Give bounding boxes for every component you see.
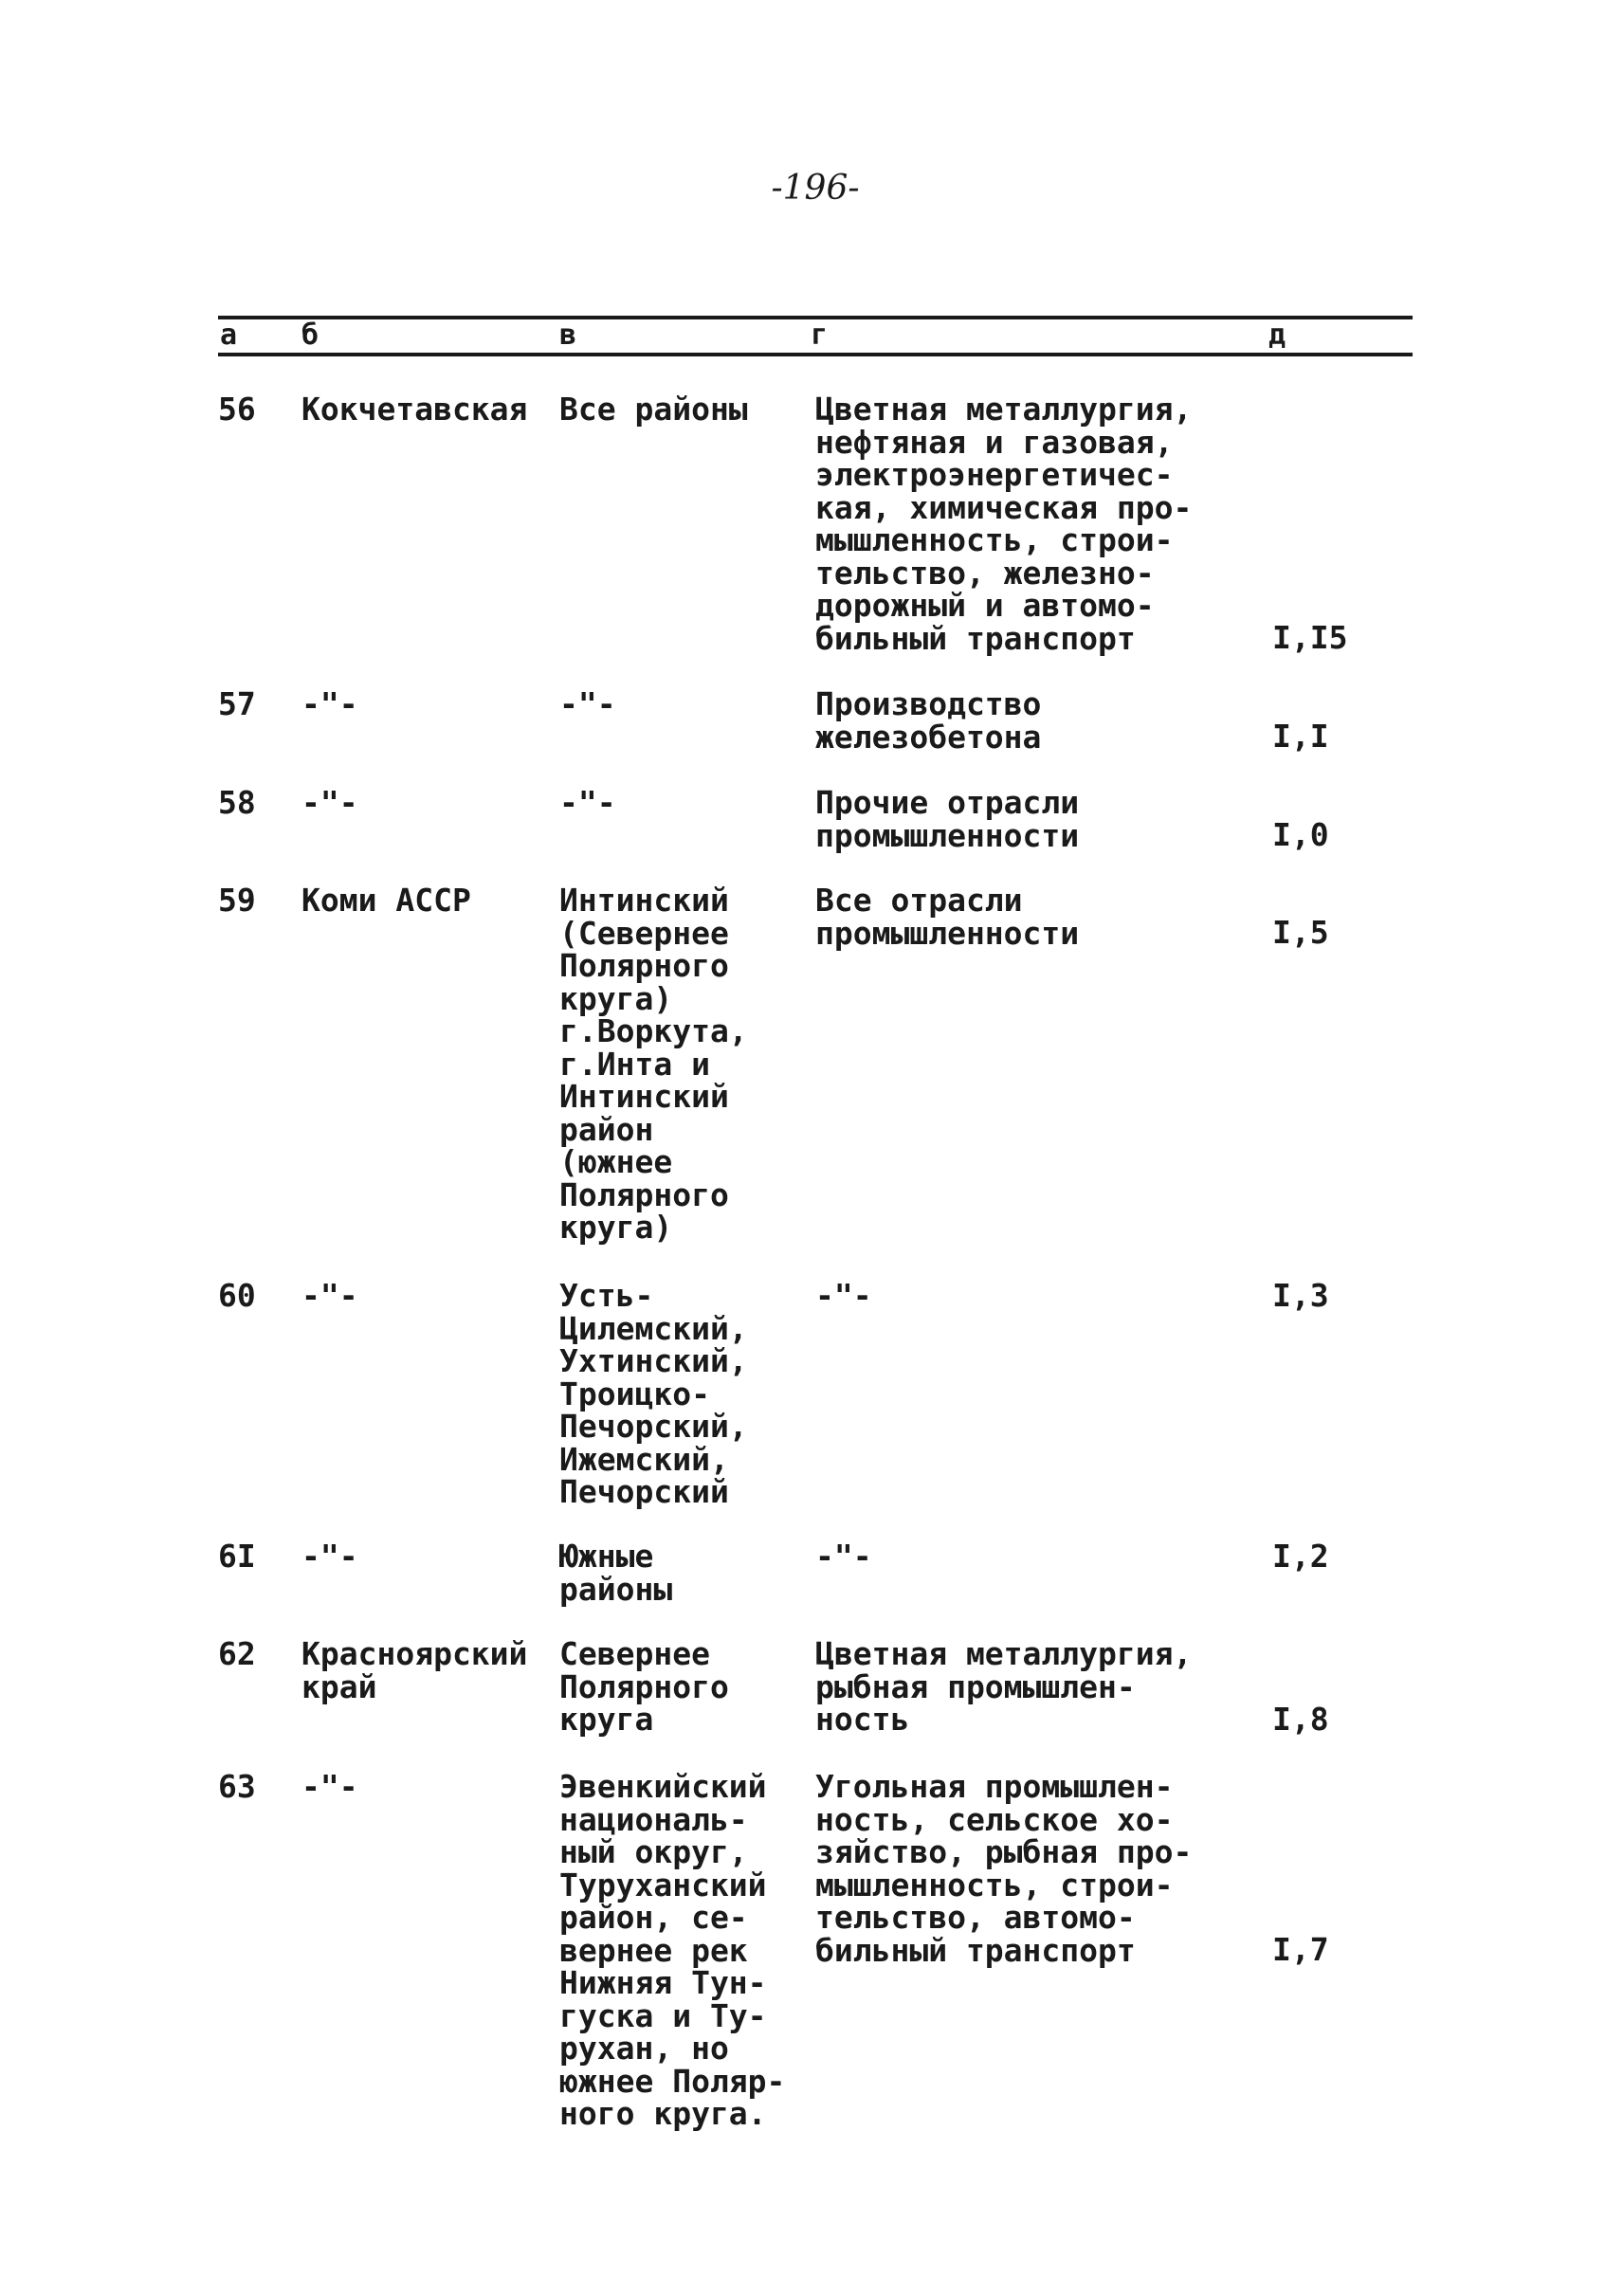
- row-region: -"-: [301, 1768, 358, 1805]
- row-coefficient: I,I: [1272, 718, 1329, 755]
- row-industry: -"-: [815, 1277, 872, 1314]
- row-region: Кокчетавская: [301, 391, 528, 428]
- row-district: Все районы: [559, 391, 748, 428]
- row-district: Усть- Цилемский, Ухтинский, Троицко- Печорский, Ижемский, Печорский: [559, 1277, 748, 1510]
- row-number: 63: [218, 1768, 256, 1805]
- row-industry: Прочие отрасли промышленности: [815, 784, 1080, 854]
- row-number: 57: [218, 685, 256, 722]
- row-district: Интинский (Севернее Полярного круга) г.Воркута, г.Инта и Интинский район (южнее Полярного круга): [559, 882, 748, 1246]
- row-coefficient: I,8: [1272, 1701, 1329, 1738]
- row-district: Севернее Полярного круга: [559, 1635, 729, 1738]
- row-coefficient: I,0: [1272, 816, 1329, 853]
- row-district: -"-: [559, 685, 616, 722]
- header-col-b: б: [301, 319, 319, 352]
- row-district: -"-: [559, 784, 616, 821]
- row-industry: Цветная металлургия, рыбная промышлен- ность: [815, 1635, 1193, 1738]
- row-region: -"-: [301, 1538, 358, 1575]
- row-district: Южные районы: [559, 1538, 673, 1608]
- row-coefficient: I,7: [1272, 1931, 1329, 1968]
- row-industry: Цветная металлургия, нефтяная и газовая, электроэнергетичес- кая, химическая про- мышленность, строи- тельство, железно- дорожный и автомо- бильный транспорт: [815, 391, 1193, 657]
- row-industry: Все отрасли промышленности: [815, 882, 1080, 952]
- row-industry: Угольная промышлен- ность, сельское хо- зяйство, рыбная про- мышленность, строи- тельство, автомо- бильный транспорт: [815, 1768, 1193, 1969]
- row-district: Эвенкийский националь- ный округ, Туруханский район, се- вернее рек Нижняя Тун- гуска и Ту- рухан, но южнее Поляр- ного круга.: [559, 1768, 786, 2132]
- row-number: 56: [218, 391, 256, 428]
- header-col-c: в: [559, 319, 577, 352]
- row-industry: Производство железобетона: [815, 685, 1042, 756]
- table-header-bottom-rule: [218, 353, 1413, 356]
- row-number: 62: [218, 1635, 256, 1672]
- row-region: Красноярский край: [301, 1635, 528, 1705]
- row-number: 60: [218, 1277, 256, 1314]
- row-number: 58: [218, 784, 256, 821]
- header-col-a: а: [220, 319, 238, 352]
- row-number: 6I: [218, 1538, 256, 1575]
- row-region: Коми АССР: [301, 882, 471, 919]
- row-coefficient: I,I5: [1272, 619, 1348, 656]
- row-industry: -"-: [815, 1538, 872, 1575]
- row-coefficient: I,2: [1272, 1538, 1329, 1575]
- header-col-d: г: [811, 319, 829, 352]
- row-region: -"-: [301, 784, 358, 821]
- row-coefficient: I,5: [1272, 914, 1329, 951]
- table-header-row: [218, 319, 1413, 353]
- header-col-e: д: [1268, 319, 1286, 352]
- row-region: -"-: [301, 685, 358, 722]
- row-region: -"-: [301, 1277, 358, 1314]
- page-number: -196-: [771, 169, 860, 208]
- row-number: 59: [218, 882, 256, 919]
- row-coefficient: I,3: [1272, 1277, 1329, 1314]
